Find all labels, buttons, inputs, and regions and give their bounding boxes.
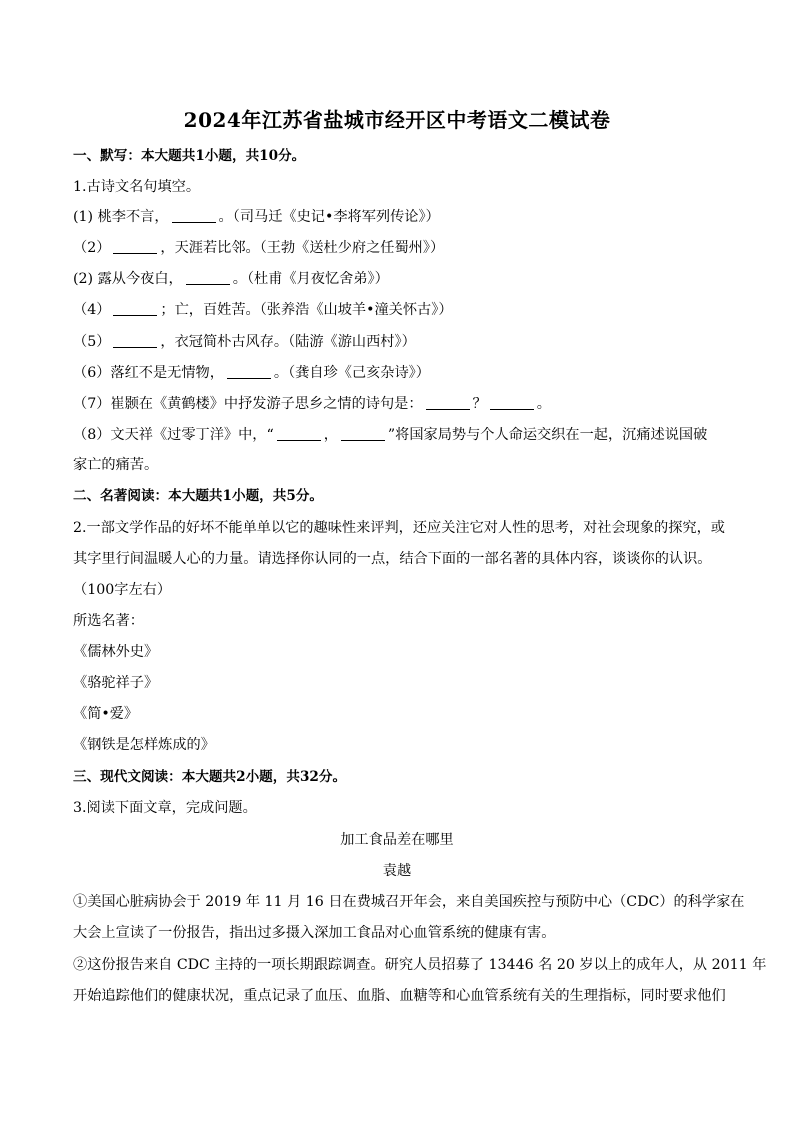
document-title: 2024年江苏省盐城市经开区中考语文二模试卷	[183, 108, 611, 132]
section-heading-2: 二、名著阅读：本大题共1小题，共5分。	[73, 488, 324, 504]
q1-item-8-after: ”将国家局势与个人命运交织在一起，沉痛述说国破	[387, 427, 708, 443]
q2-word-limit: （100字左右）	[73, 582, 172, 598]
article-paragraph-1-line-2: 大会上宣读了一份报告，指出过多摄入深加工食品对心血管系统的健康有害。	[73, 925, 556, 941]
book-option: 《儒林外史》	[73, 644, 159, 660]
answer-blank[interactable]	[113, 239, 157, 254]
q1-item-5-before: （5）	[73, 334, 111, 350]
q1-item-8	[73, 425, 707, 445]
q1-item-2	[73, 238, 444, 258]
book-option: 《钢铁是怎样炼成的》	[73, 737, 215, 753]
q1-item-7-before: （7）崔颢在《黄鹤楼》中抒发游子思乡之情的诗句是：	[73, 396, 423, 412]
q1-item-1	[73, 207, 440, 227]
q1-item-4	[73, 300, 453, 320]
article-paragraph-2-line-1: ②这份报告来自 CDC 主持的一项长期跟踪调查。研究人员招募了 13446 名 20 岁以上的成年人，从 2011 年	[73, 957, 767, 973]
q1-item-4-before: （4）	[73, 302, 111, 318]
section-heading-3: 三、现代文阅读：本大题共2小题，共32分。	[73, 769, 347, 785]
article-paragraph-2-line-2: 开始追踪他们的健康状况，重点记录了血压、血脂、血糖等和心血管系统有关的生理指标，同时要求他们	[73, 988, 726, 1004]
answer-blank[interactable]	[426, 395, 470, 410]
q1-item-3-before: (2) 露从今夜白，	[73, 271, 183, 287]
q1-item-8-continued: 家亡的痛苦。	[73, 457, 159, 473]
article-title: 加工食品差在哪里	[340, 832, 454, 848]
book-option: 《骆驼祥子》	[73, 675, 159, 691]
answer-blank[interactable]	[113, 333, 157, 348]
answer-blank[interactable]	[186, 270, 230, 285]
q1-stem: 1.古诗文名句填空。	[73, 179, 201, 195]
q1-item-6-before: （6）落红不是无情物，	[73, 365, 224, 381]
q1-item-2-before: （2）	[73, 240, 111, 256]
q1-item-7-after: 。	[536, 396, 551, 412]
article-author: 袁越	[382, 863, 412, 879]
answer-blank[interactable]	[490, 395, 534, 410]
q1-item-8-mid: ，	[323, 427, 338, 443]
q1-item-7-mid: ？	[472, 396, 487, 412]
q3-stem: 3.阅读下面文章，完成问题。	[73, 800, 257, 816]
q1-item-1-after: 。（司马迁《史记•李将军列传论》）	[218, 209, 440, 225]
answer-blank[interactable]	[227, 364, 271, 379]
section-heading-1: 一、默写：本大题共1小题，共10分。	[73, 148, 306, 164]
q1-item-5-after: ，衣冠简朴古风存。（陆游《游山西村》）	[160, 334, 416, 350]
q1-item-6	[73, 363, 430, 383]
q1-item-4-after: ；亡，百姓苦。（张养浩《山坡羊•潼关怀古》）	[160, 302, 453, 318]
q1-item-7	[73, 394, 551, 414]
q1-item-1-before: (1) 桃李不言，	[73, 209, 169, 225]
book-option: 《简•爱》	[73, 706, 139, 722]
q1-item-3-after: 。（杜甫《月夜忆舍弟》）	[232, 271, 389, 287]
answer-blank[interactable]	[172, 208, 216, 223]
q1-item-3	[73, 269, 389, 289]
q2-books-label: 所选名著：	[73, 613, 144, 629]
q2-paragraph-line-2: 其字里行间温暖人心的力量。请选择你认同的一点，结合下面的一部名著的具体内容，谈谈你的认识。	[73, 551, 712, 567]
q1-item-8-before: （8）文天祥《过零丁洋》中，“	[73, 427, 274, 443]
article-paragraph-1-line-1: ①美国心脏病协会于 2019 年 11 月 16 日在费城召开年会，来自美国疾控与预防中心（CDC）的科学家在	[73, 894, 745, 910]
answer-blank[interactable]	[277, 426, 321, 441]
q1-item-6-after: 。（龚自珍《己亥杂诗》）	[273, 365, 430, 381]
q2-paragraph-line-1: 2.一部文学作品的好坏不能单单以它的趣味性来评判，还应关注它对人性的思考，对社会现象的探究，或	[73, 520, 725, 536]
q1-item-5	[73, 332, 416, 352]
answer-blank[interactable]	[113, 301, 157, 316]
q1-item-2-after: ，天涯若比邻。（王勃《送杜少府之任蜀州》）	[160, 240, 445, 256]
answer-blank[interactable]	[341, 426, 385, 441]
